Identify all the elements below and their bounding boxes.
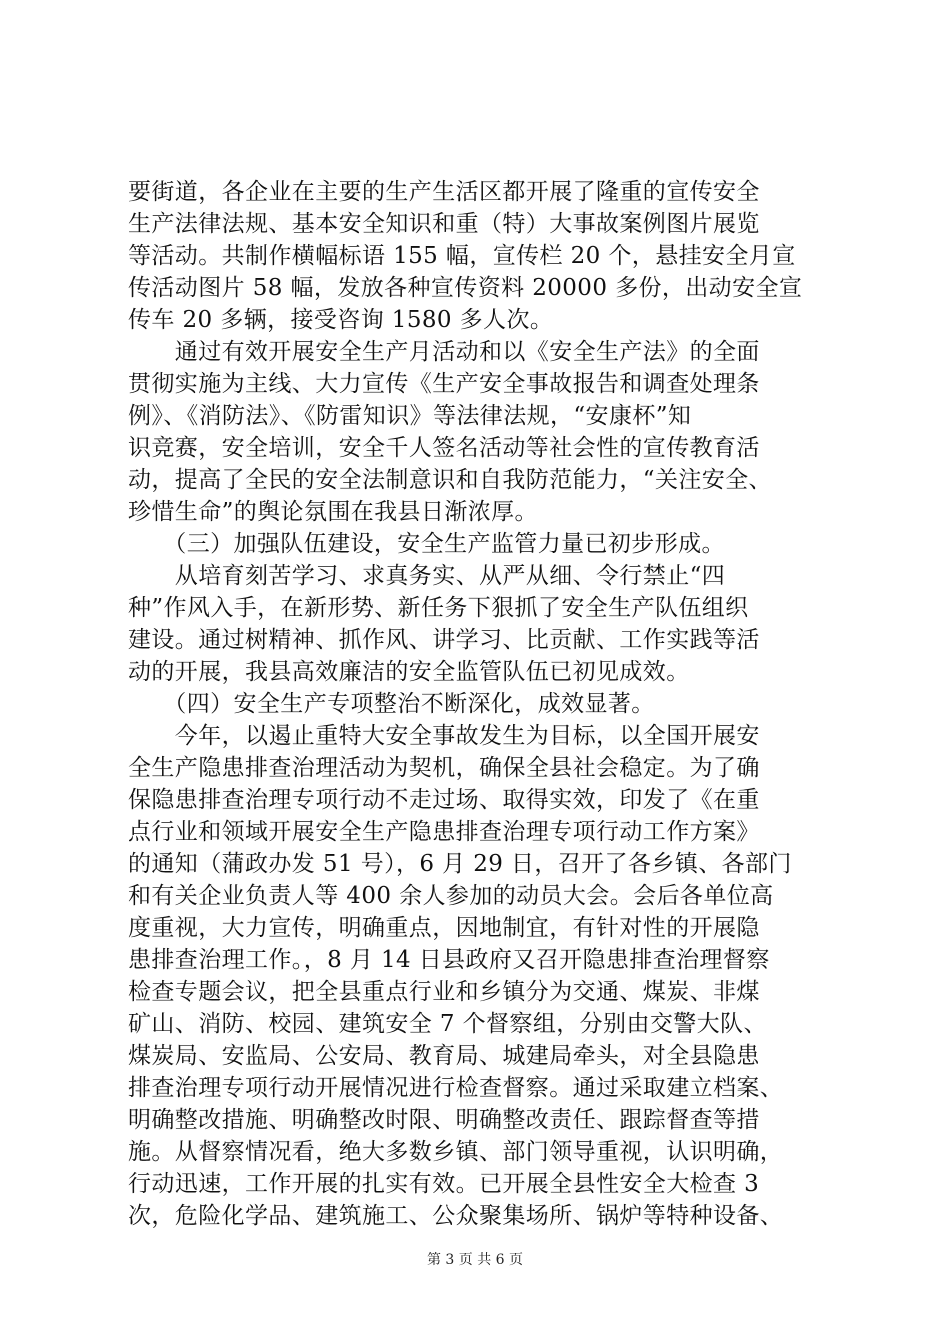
text-line: 行动迅速，工作开展的扎实有效。已开展全县性安全大检查 3 bbox=[128, 1171, 760, 1197]
text-line: 动的开展，我县高效廉洁的安全监管队伍已初见成效。 bbox=[128, 659, 690, 685]
text-line: 点行业和领域开展安全生产隐患排查治理专项行动工作方案》 bbox=[128, 819, 760, 845]
text-line: 和有关企业负责人等 400 余人参加的动员大会。会后各单位高 bbox=[128, 883, 774, 909]
text-line: 传车 20 多辆，接受咨询 1580 多人次。 bbox=[128, 307, 554, 333]
text-line: 煤炭局、安监局、公安局、教育局、城建局牵头，对全县隐患 bbox=[128, 1043, 760, 1069]
text-line: 珍惜生命”的舆论氛围在我县日渐浓厚。 bbox=[128, 499, 538, 525]
text-line: 识竞赛，安全培训，安全千人签名活动等社会性的宣传教育活 bbox=[128, 435, 760, 461]
text-line: 度重视，大力宣传，明确重点，因地制宜，有针对性的开展隐 bbox=[128, 915, 760, 941]
text-line: 的通知（蒲政办发 51 号），6 月 29 日，召开了各乡镇、各部门 bbox=[128, 851, 792, 877]
text-line: 全生产隐患排查治理活动为契机，确保全县社会稳定。为了确 bbox=[128, 755, 760, 781]
text-line: 今年，以遏止重特大安全事故发生为目标，以全国开展安 bbox=[128, 723, 760, 749]
text-line: （四）安全生产专项整治不断深化，成效显著。 bbox=[128, 691, 655, 717]
text-line: 施。从督察情况看，绝大多数乡镇、部门领导重视，认识明确， bbox=[128, 1139, 784, 1165]
page-footer: 第 3 页 共 6 页 bbox=[426, 1252, 524, 1268]
text-line: 传活动图片 58 幅，发放各种宣传资料 20000 多份，出动安全宣 bbox=[128, 275, 803, 301]
text-line: 保隐患排查治理专项行动不走过场、取得实效，印发了《在重 bbox=[128, 787, 760, 813]
text-line: 明确整改措施、明确整改时限、明确整改责任、跟踪督查等措 bbox=[128, 1107, 760, 1133]
text-line: 患排查治理工作。，8 月 14 日县政府又召开隐患排查治理督察 bbox=[128, 947, 770, 973]
text-line: （三）加强队伍建设，安全生产监管力量已初步形成。 bbox=[128, 531, 725, 557]
text-line: 次，危险化学品、建筑施工、公众聚集场所、锅炉等特种设备、 bbox=[128, 1203, 784, 1229]
text-line: 动，提高了全民的安全法制意识和自我防范能力，“关注安全、 bbox=[128, 467, 772, 493]
text-line: 贯彻实施为主线、大力宣传《生产安全事故报告和调查处理条 bbox=[128, 371, 760, 397]
text-line: 矿山、消防、校园、建筑安全 7 个督察组，分别由交警大队、 bbox=[128, 1011, 767, 1037]
text-line: 等活动。共制作横幅标语 155 幅，宣传栏 20 个，悬挂安全月宣 bbox=[128, 243, 796, 269]
text-line: 检查专题会议，把全县重点行业和乡镇分为交通、煤炭、非煤 bbox=[128, 979, 760, 1005]
text-line: 排查治理专项行动开展情况进行检查督察。通过采取建立档案、 bbox=[128, 1075, 784, 1101]
text-line: 通过有效开展安全生产月活动和以《安全生产法》的全面 bbox=[128, 339, 760, 365]
text-line: 例》、《消防法》、《防雷知识》等法律法规，“安康杯”知 bbox=[128, 403, 692, 429]
text-line: 种”作风入手，在新形势、新任务下狠抓了安全生产队伍组织 bbox=[128, 595, 749, 621]
text-line: 要街道，各企业在主要的生产生活区都开展了隆重的宣传安全 bbox=[128, 179, 760, 205]
text-line: 生产法律法规、基本安全知识和重（特）大事故案例图片展览 bbox=[128, 211, 760, 237]
body-text bbox=[128, 176, 828, 1232]
text-line: 建设。通过树精神、抓作风、讲学习、比贡献、工作实践等活 bbox=[128, 627, 760, 653]
text-line: 从培育刻苦学习、求真务实、从严从细、令行禁止“四 bbox=[128, 563, 726, 589]
